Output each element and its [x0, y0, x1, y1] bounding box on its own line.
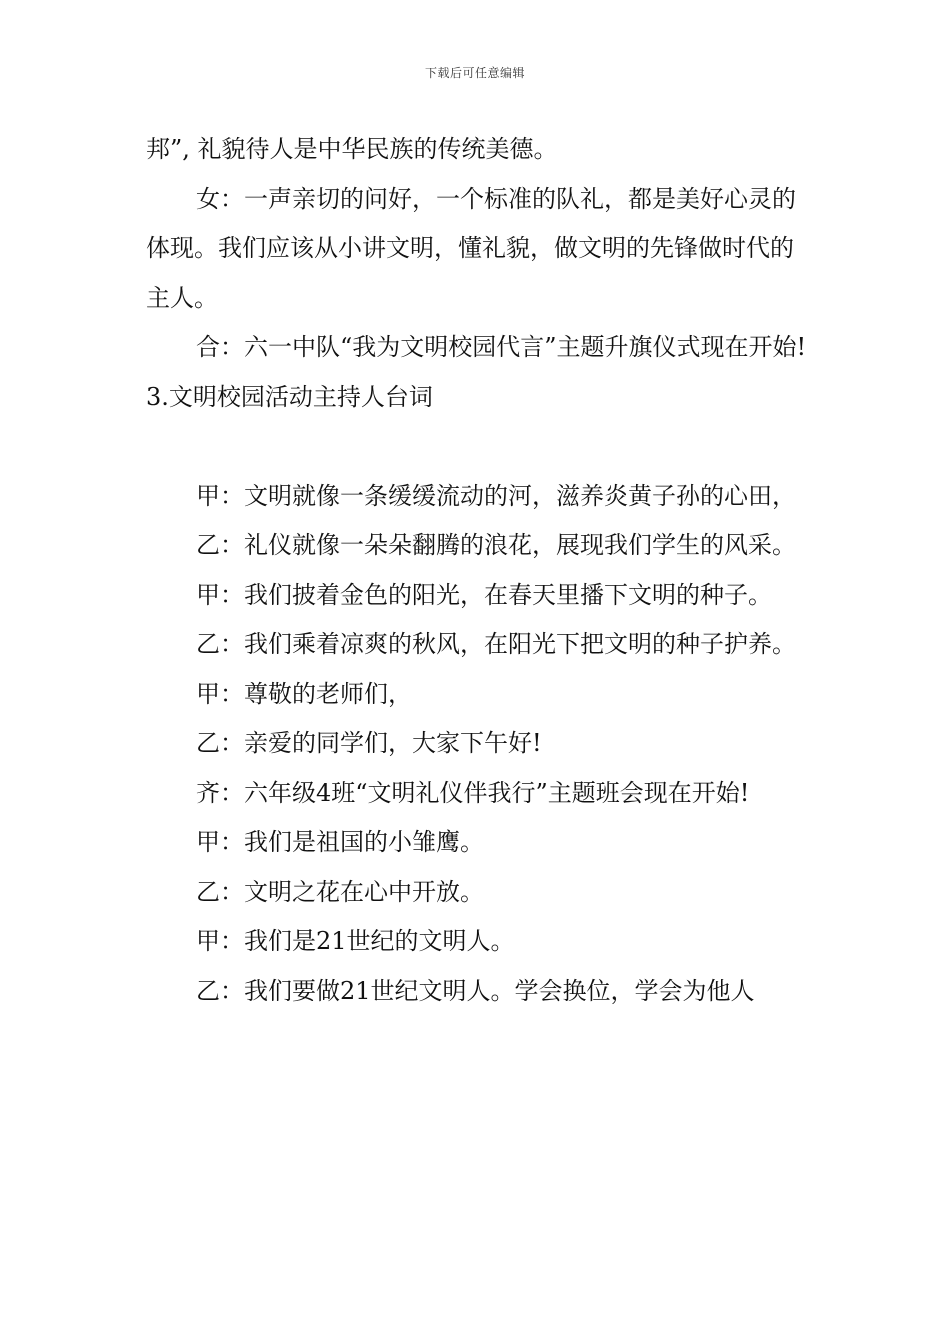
- paragraph: 邦”, 礼貌待人是中华民族的传统美德。: [146, 135, 558, 163]
- document-body: [146, 125, 816, 1016]
- paragraph: 甲：尊敬的老师们，: [196, 679, 412, 708]
- paragraph: 乙：礼仪就像一朵朵翻腾的浪花，展现我们学生的风采。: [196, 531, 796, 559]
- paragraph: 齐：六年级4班“文明礼仪伴我行”主题班会现在开始!: [196, 778, 750, 807]
- paragraph: 甲：我们披着金色的阳光，在春天里播下文明的种子。: [196, 580, 772, 609]
- paragraph: 女：一声亲切的问好，一个标准的队礼，都是美好心灵的体现。我们应该从小讲文明，懂礼貌，做文明的先锋做时代的主人。: [146, 184, 796, 312]
- paragraph: 甲：我们是祖国的小雏鹰。: [196, 828, 484, 856]
- paragraph: 甲：文明就像一条缓缓流动的河，滋养炎黄子孙的心田，: [196, 481, 796, 510]
- page-header: 下载后可任意编辑: [424, 66, 525, 80]
- paragraph: 乙：亲爱的同学们，大家下午好!: [196, 729, 542, 757]
- paragraph: 乙：文明之花在心中开放。: [196, 877, 484, 906]
- blank-line: [146, 422, 816, 472]
- section-heading: 3.文明校园活动主持人台词: [146, 382, 433, 411]
- paragraph: 合：六一中队“我为文明校园代言”主题升旗仪式现在开始!: [196, 333, 807, 361]
- paragraph: 乙：我们乘着凉爽的秋风，在阳光下把文明的种子护养。: [196, 630, 796, 658]
- paragraph: 甲：我们是21世纪的文明人。: [196, 927, 515, 955]
- paragraph: 乙：我们要做21世纪文明人。学会换位，学会为他人: [196, 976, 755, 1005]
